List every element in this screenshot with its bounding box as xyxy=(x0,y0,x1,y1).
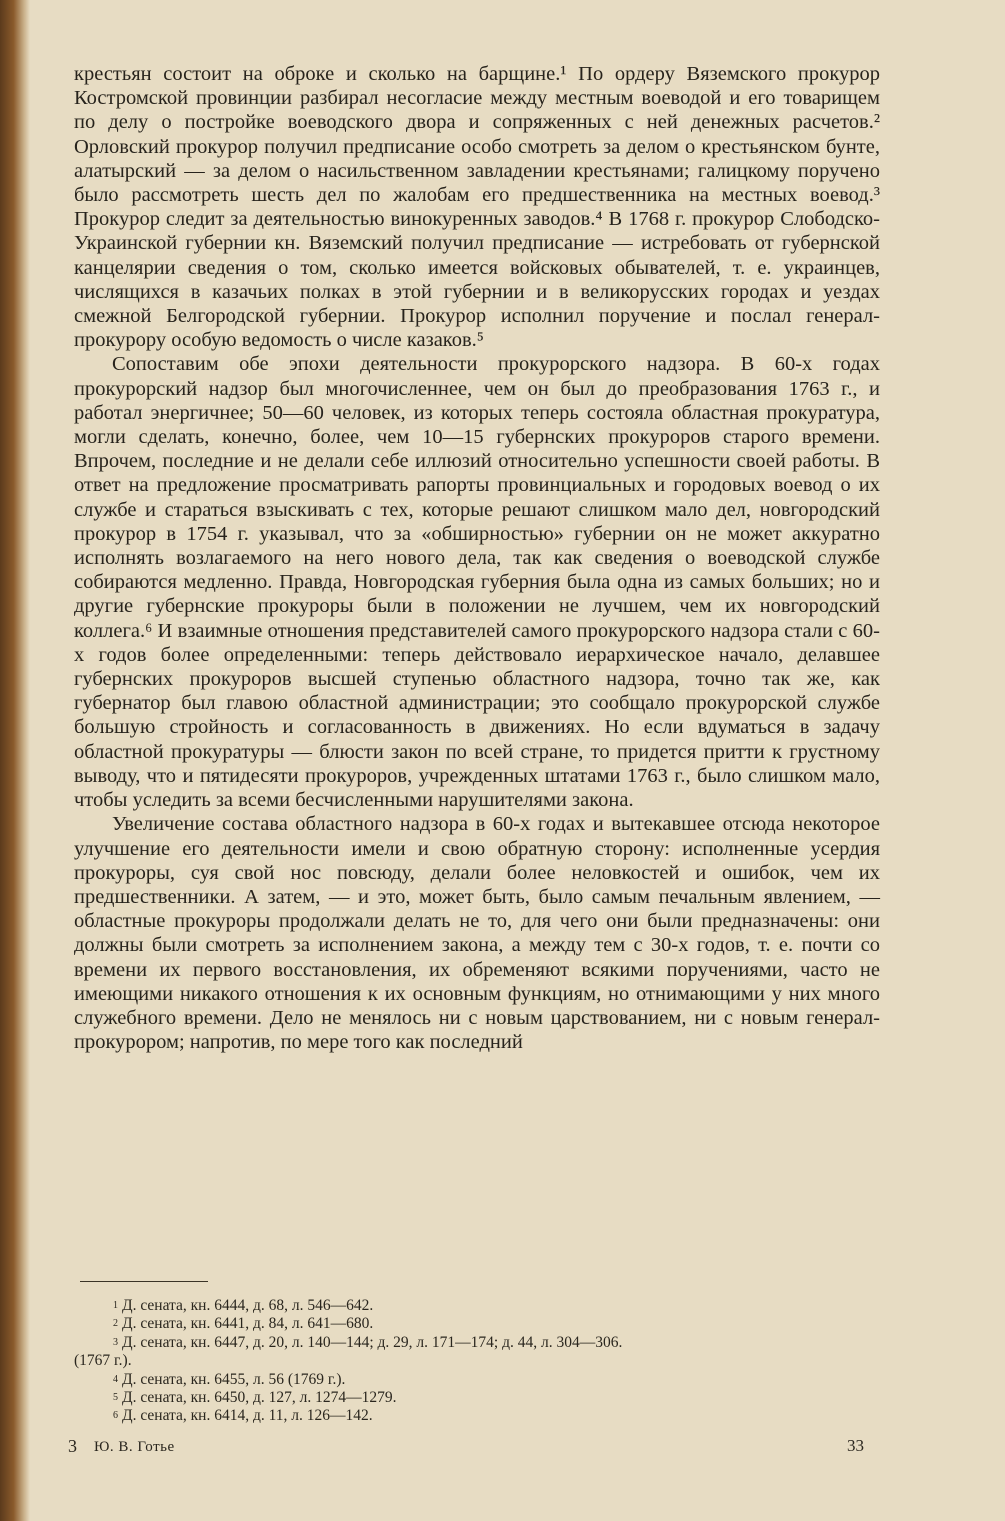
main-text xyxy=(74,62,880,1054)
footnote-item: 4 Д. сената, кн. 6455, л. 56 (1769 г.). xyxy=(113,1370,346,1388)
footnote-separator xyxy=(80,1281,208,1282)
footnote-item: 6 Д. сената, кн. 6414, д. 11, л. 126—142. xyxy=(113,1407,373,1425)
author-line: Ю. В. Готье xyxy=(94,1439,175,1455)
paragraph: Увеличение состава областного надзора в 60-х годах и вытекавшее отсюда некоторое улучшение его деятельности имели и свою обратную сторону: исполненные усердия прокуроры, суя свой нос повсюду, делали более неловкостей и ошибок, чем их предшественники. А затем, — и это, может быть, было самым печальным явлением, — областные прокуроры продолжали делать не то, для чего они были предназначены: они должны были смотреть за исполнением закона, а между тем с 30-х годов, т. е. почти со времени их первого восстановления, их обременяют всякими поручениями, часто не имеющими никакого отношения к их основным функциям, но отнимающими у них много служебного времени. Дело не менялось ни с новым царствованием, ни с новым генерал-прокурором; напротив, по мере того как последний xyxy=(74,813,880,1054)
page-number: 33 xyxy=(847,1436,864,1455)
footnote-continuation: (1767 г.). xyxy=(74,1352,132,1370)
footnote-item: 2 Д. сената, кн. 6441, д. 84, л. 641—680. xyxy=(113,1315,374,1333)
paragraph: Сопоставим обе эпохи деятельности прокурорского надзора. В 60-х годах прокурорский надзор был многочисленнее, чем он был до преобразования 1763 г., и работал энергичнее; 50—60 человек, из которых теперь состояла областная прокуратура, могли сделать, конечно, более, чем 10—15 губернских прокуроров старого времени. Впрочем, последние и не делали себе иллюзий относительно успешности своей работы. В ответ на предложение просматривать рапорты провинциальных и городовых воевод о их службе и стараться взыскивать с тех, которые решают слишком мало дел, новгородский прокурор в 1754 г. указывал, что за «обширностью» губернии он не может аккуратно исполнять возлагаемого на него нового дела, так как сведения о воеводской службе собираются медленно. Правда, Новгородская губерния была одна из самых больших; но и другие губернские прокуроры были в положении не лучшем, чем их новгородский коллега.⁶ И взаимные отношения представителей самого прокурорского надзора стали с 60-х годов более определенными: теперь действовало иерархическое начало, делавшее губернских прокуроров высшей ступенью областного надзора, точно так же, как губернатор был главою областной администрации; это сообщало прокурорской службе большую стройность и согласованность в движениях. Но если вдуматься в задачу областной прокуратуры — блюсти закон по всей стране, то придется притти к грустному выводу, что и пятидесяти прокуроров, учрежденных штатами 1763 г., было слишком мало, чтобы уследить за всеми бесчисленными нарушителями закона. xyxy=(74,353,880,812)
signature-mark: 3 xyxy=(68,1436,77,1456)
footnote-item: 1 Д. сената, кн. 6444, д. 68, л. 546—642. xyxy=(113,1297,374,1314)
book-spine-shadow xyxy=(0,0,30,1521)
footnote-item: 3 Д. сената, кн. 6447, д. 20, л. 140—144; д. 29, л. 171—174; д. 44, л. 304—306. xyxy=(113,1333,623,1351)
footnotes xyxy=(74,1297,880,1426)
page-footer xyxy=(68,1436,864,1460)
paragraph-continued: крестьян состоит на оброке и сколько на барщине.¹ По ордеру Вяземского прокурор Костромской провинции разбирал несогласие между местным воеводой и его товарищем по делу о постройке воеводского двора и сопряженных с ней денежных расчетов.² Орловский прокурор получил предписание особо смотреть за делом о крестьянском бунте, алатырский — за делом о насильственном завладении крестьянами; галицкому поручено было рассмотреть шесть дел по жалобам его предшественника на местных воевод.³ Прокурор следит за деятельностью винокуренных заводов.⁴ В 1768 г. прокурор Слободско-Украинской губернии кн. Вяземский получил предписание — истребовать от губернской канцелярии сведения о том, сколько имеется войсковых обывателей, т. е. украинцев, числящихся в казачьих полках в этой губернии и в великорусских городах и уездах смежной Белгородской губернии. Прокурор исполнил поручение и послал генерал-прокурору особую ведомость о числе казаков.⁵ xyxy=(74,63,880,352)
footnote-item: 5 Д. сената, кн. 6450, д. 127, л. 1274—1279. xyxy=(113,1389,397,1407)
